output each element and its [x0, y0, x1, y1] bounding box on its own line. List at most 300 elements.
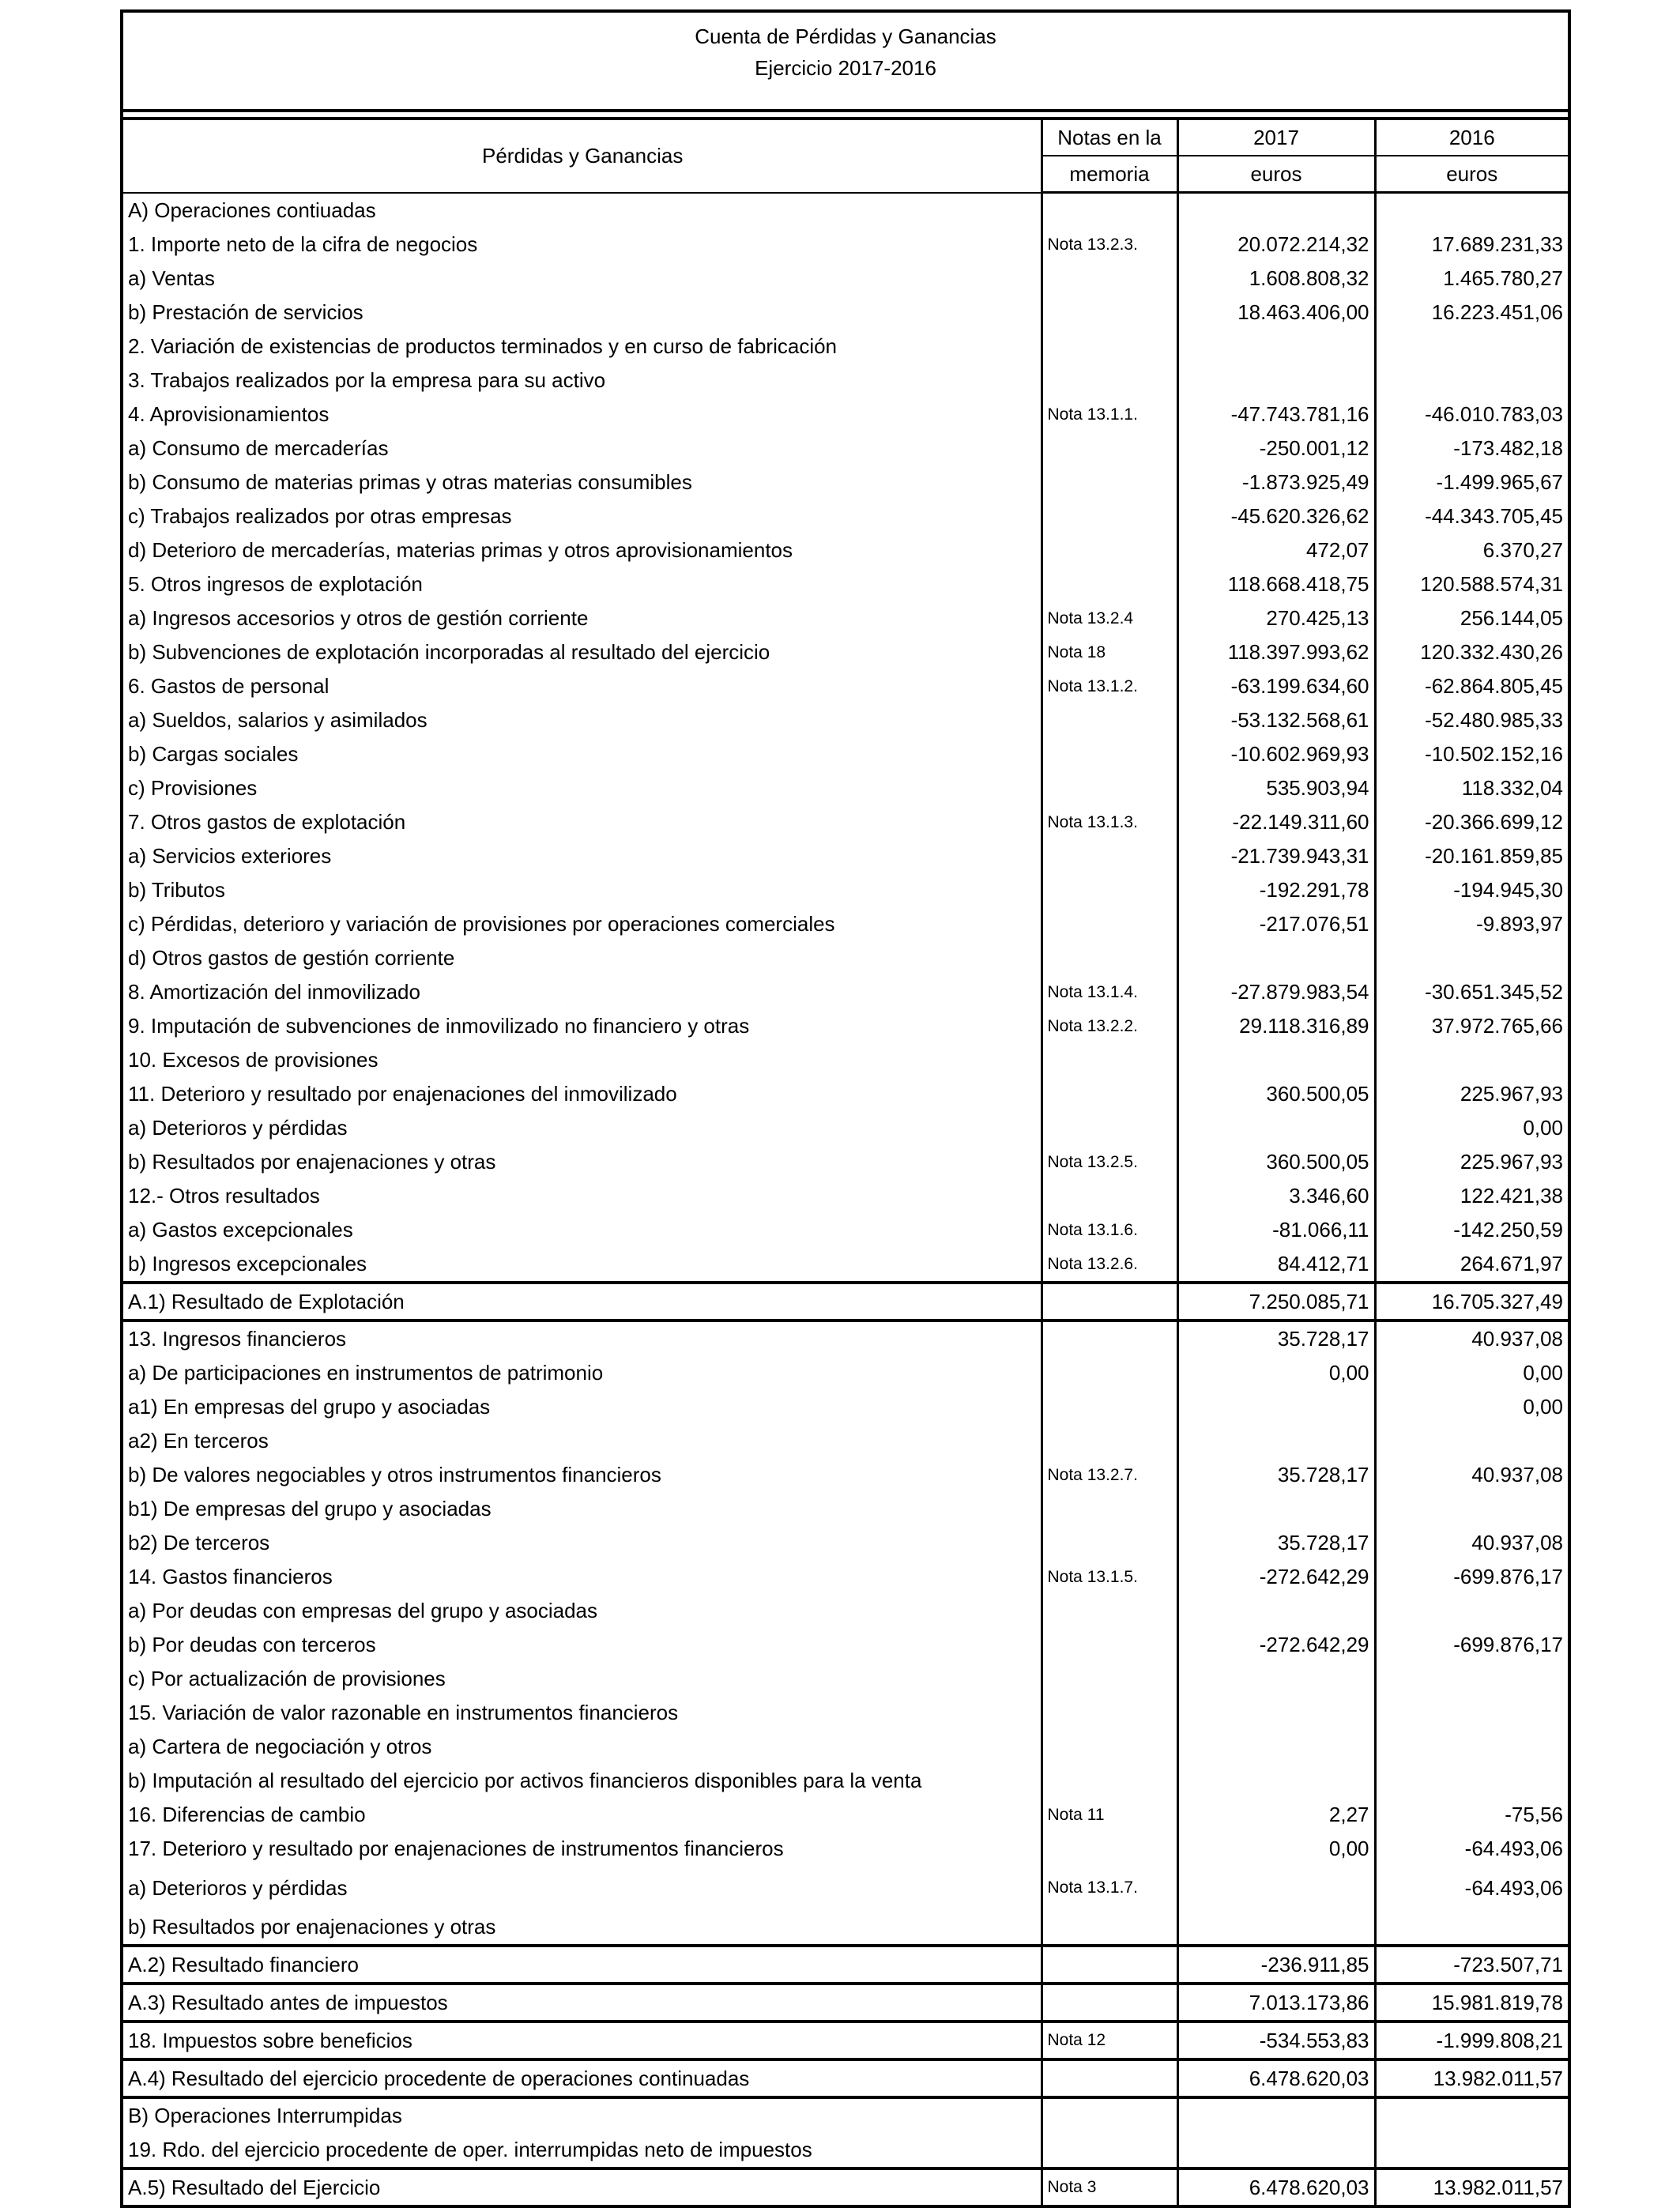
row-value-2016 [1375, 1594, 1568, 1628]
row-note [1042, 1424, 1177, 1458]
table-header [123, 120, 1568, 193]
row-value-2016: -194.945,30 [1453, 878, 1563, 902]
row-note [1042, 873, 1177, 907]
row-value-2017: -47.743.781,16 [1177, 398, 1375, 431]
row-label: b1) De empresas del grupo y asociadas [123, 1492, 1042, 1526]
row-note: Nota 13.2.3. [1042, 228, 1177, 262]
row-value-2017: -272.642,29 [1177, 1560, 1375, 1594]
table-row [123, 805, 1568, 839]
row-value-2016: 15.981.819,78 [1375, 1984, 1568, 2021]
row-value-2016: 13.982.011,57 [1375, 2168, 1568, 2205]
row-value-2016 [1375, 330, 1568, 364]
row-value-2016: 0,00 [1523, 1361, 1563, 1385]
row-label: b) Subvenciones de explotación incorporadas al resultado del ejercicio [123, 635, 1042, 669]
row-value-2016 [1375, 1492, 1568, 1526]
row-label: 7. Otros gastos de explotación [123, 805, 1042, 839]
row-label: a) Cartera de negociación y otros [123, 1730, 1042, 1764]
table-row [123, 737, 1568, 771]
row-note: Nota 13.1.5. [1042, 1560, 1177, 1594]
row-value-2017: -217.076,51 [1177, 907, 1375, 941]
row-label: a) Ventas [123, 262, 1042, 296]
row-value-2017: -45.620.326,62 [1177, 499, 1375, 533]
table-row [123, 398, 1568, 431]
unit-2016-header: euros [1375, 156, 1568, 193]
row-value-2017: 118.668.418,75 [1177, 567, 1375, 601]
row-label: b) Cargas sociales [123, 737, 1042, 771]
row-value-2016: -1.999.808,21 [1375, 2021, 1568, 2059]
table-row [123, 431, 1568, 465]
table-row [123, 1984, 1568, 2021]
table-row [123, 1730, 1568, 1764]
concept-header: Pérdidas y Ganancias [123, 120, 1042, 193]
table-row [123, 1077, 1568, 1111]
row-note [1042, 1356, 1177, 1390]
title-spacer [123, 112, 1568, 120]
row-note [1042, 296, 1177, 330]
title-block [123, 13, 1568, 112]
row-value-2017: 6.478.620,03 [1177, 2168, 1375, 2205]
row-note: Nota 13.2.7. [1042, 1458, 1177, 1492]
row-note [1042, 533, 1177, 567]
row-label: a) Gastos excepcionales [123, 1213, 1042, 1247]
table-row [123, 669, 1568, 703]
notes-header-top: Notas en la [1042, 120, 1177, 156]
row-value-2017: 29.118.316,89 [1177, 1009, 1375, 1043]
row-value-2016: -44.343.705,45 [1425, 504, 1563, 528]
row-value-2016 [1375, 1730, 1568, 1764]
row-value-2017: 7.013.173,86 [1177, 1984, 1375, 2021]
row-value-2017 [1177, 364, 1375, 398]
row-value-2017 [1177, 1866, 1375, 1910]
row-value-2016: 0,00 [1523, 1116, 1563, 1140]
row-value-2016: 120.588.574,31 [1420, 572, 1563, 596]
row-note: Nota 13.1.2. [1042, 669, 1177, 703]
row-value-2017: 0,00 [1177, 1832, 1375, 1866]
row-value-2017 [1177, 1696, 1375, 1730]
row-label: A.4) Resultado del ejercicio procedente de operaciones continuadas [123, 2059, 1042, 2097]
row-note [1042, 2133, 1177, 2168]
row-note [1042, 1764, 1177, 1798]
row-note [1042, 1179, 1177, 1213]
row-label: b) Ingresos excepcionales [123, 1247, 1042, 1283]
row-value-2016: 120.332.430,26 [1420, 640, 1563, 664]
row-label: 6. Gastos de personal [123, 669, 1042, 703]
table-row [123, 1594, 1568, 1628]
row-value-2016: -62.864.805,45 [1425, 674, 1563, 698]
row-label: 4. Aprovisionamientos [123, 398, 1042, 431]
row-value-2016: 13.982.011,57 [1375, 2059, 1568, 2097]
statement-table [123, 120, 1568, 2205]
row-note [1042, 1321, 1177, 1356]
row-label: 13. Ingresos financieros [123, 1321, 1042, 1356]
row-note [1042, 1283, 1177, 1321]
row-note [1042, 771, 1177, 805]
row-value-2016 [1375, 1662, 1568, 1696]
row-note: Nota 13.2.4 [1042, 601, 1177, 635]
row-value-2017 [1177, 941, 1375, 975]
row-value-2017: 20.072.214,32 [1177, 228, 1375, 262]
row-label: a) Deterioros y pérdidas [123, 1111, 1042, 1145]
row-value-2017: -272.642,29 [1177, 1628, 1375, 1662]
row-note [1042, 1984, 1177, 2021]
table-row [123, 1283, 1568, 1321]
row-value-2016: -173.482,18 [1453, 436, 1563, 460]
row-value-2016: 16.223.451,06 [1431, 300, 1563, 324]
row-value-2017: -1.873.925,49 [1177, 465, 1375, 499]
table-row [123, 1866, 1568, 1910]
row-value-2017: 0,00 [1177, 1356, 1375, 1390]
row-note: Nota 13.1.4. [1042, 975, 1177, 1009]
row-value-2017 [1177, 1764, 1375, 1798]
table-row [123, 1910, 1568, 1946]
row-value-2017: -22.149.311,60 [1177, 805, 1375, 839]
row-label: c) Pérdidas, deterioro y variación de provisiones por operaciones comerciales [123, 907, 1042, 941]
row-note: Nota 12 [1042, 2021, 1177, 2059]
row-note: Nota 13.2.2. [1042, 1009, 1177, 1043]
table-row [123, 1832, 1568, 1866]
row-label: a1) En empresas del grupo y asociadas [123, 1390, 1042, 1424]
row-label: A.2) Resultado financiero [123, 1946, 1042, 1984]
row-label: a) Servicios exteriores [123, 839, 1042, 873]
row-value-2017 [1177, 193, 1375, 228]
row-value-2017: 535.903,94 [1177, 771, 1375, 805]
profit-loss-statement [120, 9, 1571, 2208]
statement-title: Cuenta de Pérdidas y Ganancias [695, 24, 996, 48]
row-value-2016: -75,56 [1505, 1803, 1563, 1826]
row-label: 19. Rdo. del ejercicio procedente de oper. interrumpidas neto de impuestos [123, 2133, 1042, 2168]
row-label: a) Por deudas con empresas del grupo y asociadas [123, 1594, 1042, 1628]
row-label: A) Operaciones contiuadas [123, 193, 1042, 228]
statement-period: Ejercicio 2017-2016 [755, 56, 936, 80]
table-row [123, 1560, 1568, 1594]
row-value-2016 [1375, 1910, 1568, 1946]
row-label: a2) En terceros [123, 1424, 1042, 1458]
table-row [123, 1390, 1568, 1424]
row-value-2017: -192.291,78 [1177, 873, 1375, 907]
table-row [123, 2059, 1568, 2097]
row-note [1042, 1492, 1177, 1526]
table-row [123, 1247, 1568, 1283]
row-label: a) Deterioros y pérdidas [123, 1866, 1042, 1910]
table-body [123, 193, 1568, 2206]
table-row [123, 703, 1568, 737]
table-row [123, 1213, 1568, 1247]
table-row [123, 1111, 1568, 1145]
row-value-2017: 270.425,13 [1177, 601, 1375, 635]
row-label: 5. Otros ingresos de explotación [123, 567, 1042, 601]
row-value-2017: 360.500,05 [1177, 1145, 1375, 1179]
row-label: b) Por deudas con terceros [123, 1628, 1042, 1662]
table-row [123, 1946, 1568, 1984]
row-label: b) Imputación al resultado del ejercicio por activos financieros disponibles para la venta [123, 1764, 1042, 1798]
table-row [123, 2021, 1568, 2059]
row-note [1042, 567, 1177, 601]
row-note [1042, 364, 1177, 398]
row-value-2017: 35.728,17 [1177, 1526, 1375, 1560]
row-label: b) De valores negociables y otros instrumentos financieros [123, 1458, 1042, 1492]
row-value-2016 [1375, 193, 1568, 228]
row-note [1042, 941, 1177, 975]
row-label: 10. Excesos de provisiones [123, 1043, 1042, 1077]
row-value-2017: 35.728,17 [1177, 1321, 1375, 1356]
row-value-2016: 40.937,08 [1471, 1531, 1563, 1554]
row-value-2016: 122.421,38 [1460, 1184, 1563, 1208]
table-row [123, 1696, 1568, 1730]
row-value-2016 [1375, 1424, 1568, 1458]
row-value-2017: 84.412,71 [1177, 1247, 1375, 1283]
row-note [1042, 1628, 1177, 1662]
table-row [123, 228, 1568, 262]
table-row [123, 1526, 1568, 1560]
row-value-2017: -81.066,11 [1177, 1213, 1375, 1247]
table-row [123, 1009, 1568, 1043]
row-label: d) Deterioro de mercaderías, materias primas y otros aprovisionamientos [123, 533, 1042, 567]
row-value-2016: 0,00 [1523, 1395, 1563, 1419]
row-label: 2. Variación de existencias de productos terminados y en curso de fabricación [123, 330, 1042, 364]
table-row [123, 1458, 1568, 1492]
row-value-2017: 3.346,60 [1177, 1179, 1375, 1213]
row-note [1042, 1043, 1177, 1077]
table-row [123, 941, 1568, 975]
row-label: b) Resultados por enajenaciones y otras [123, 1145, 1042, 1179]
row-note: Nota 13.1.3. [1042, 805, 1177, 839]
row-label: 11. Deterioro y resultado por enajenaciones del inmovilizado [123, 1077, 1042, 1111]
row-value-2016: -10.502.152,16 [1425, 742, 1563, 766]
row-label: c) Por actualización de provisiones [123, 1662, 1042, 1696]
table-row [123, 1424, 1568, 1458]
row-label: 8. Amortización del inmovilizado [123, 975, 1042, 1009]
table-row [123, 839, 1568, 873]
row-value-2016: 40.937,08 [1471, 1463, 1563, 1486]
row-value-2017: -236.911,85 [1177, 1946, 1375, 1984]
table-row [123, 1321, 1568, 1356]
row-note [1042, 1390, 1177, 1424]
row-note [1042, 1526, 1177, 1560]
row-value-2016: -699.876,17 [1453, 1633, 1563, 1656]
table-row [123, 601, 1568, 635]
notes-header-bottom: memoria [1042, 156, 1177, 193]
row-value-2017 [1177, 330, 1375, 364]
table-row [123, 567, 1568, 601]
row-note [1042, 262, 1177, 296]
row-value-2017 [1177, 1730, 1375, 1764]
row-value-2016: -30.651.345,52 [1425, 980, 1563, 1004]
row-label: A.3) Resultado antes de impuestos [123, 1984, 1042, 2021]
row-note [1042, 1696, 1177, 1730]
year-2016-header: 2016 [1375, 120, 1568, 156]
row-note [1042, 1730, 1177, 1764]
row-note: Nota 3 [1042, 2168, 1177, 2205]
row-value-2017 [1177, 1424, 1375, 1458]
row-note: Nota 18 [1042, 635, 1177, 669]
row-value-2017: 18.463.406,00 [1177, 296, 1375, 330]
row-value-2016: 6.370,27 [1482, 538, 1563, 562]
year-2017-header: 2017 [1177, 120, 1375, 156]
row-label: c) Provisiones [123, 771, 1042, 805]
row-value-2016: -46.010.783,03 [1425, 402, 1563, 426]
table-row [123, 1764, 1568, 1798]
row-value-2017 [1177, 1390, 1375, 1424]
row-value-2017 [1177, 1594, 1375, 1628]
row-value-2016 [1375, 1764, 1568, 1798]
row-note [1042, 703, 1177, 737]
row-note: Nota 13.1.6. [1042, 1213, 1177, 1247]
row-note: Nota 13.1.7. [1042, 1866, 1177, 1910]
row-value-2016: -9.893,97 [1476, 912, 1563, 936]
row-note [1042, 499, 1177, 533]
row-value-2017: 6.478.620,03 [1177, 2059, 1375, 2097]
row-value-2017: -27.879.983,54 [1177, 975, 1375, 1009]
table-row [123, 1662, 1568, 1696]
row-value-2017: -534.553,83 [1177, 2021, 1375, 2059]
table-row [123, 1356, 1568, 1390]
row-note [1042, 2097, 1177, 2133]
table-row [123, 262, 1568, 296]
row-note [1042, 193, 1177, 228]
row-label: b) Prestación de servicios [123, 296, 1042, 330]
row-value-2016: 264.671,97 [1460, 1252, 1563, 1275]
row-note: Nota 13.1.1. [1042, 398, 1177, 431]
table-row [123, 1145, 1568, 1179]
row-value-2016 [1375, 1043, 1568, 1077]
row-note [1042, 2059, 1177, 2097]
row-value-2017: 472,07 [1177, 533, 1375, 567]
row-label: b) Resultados por enajenaciones y otras [123, 1910, 1042, 1946]
row-note [1042, 330, 1177, 364]
unit-2017-header: euros [1177, 156, 1375, 193]
row-label: c) Trabajos realizados por otras empresas [123, 499, 1042, 533]
table-row [123, 330, 1568, 364]
row-label: a) Ingresos accesorios y otros de gestión corriente [123, 601, 1042, 635]
row-label: 18. Impuestos sobre beneficios [123, 2021, 1042, 2059]
row-value-2017: 2,27 [1177, 1798, 1375, 1832]
row-value-2017 [1177, 1111, 1375, 1145]
row-value-2016: -64.493,06 [1464, 1837, 1563, 1860]
row-label: b2) De terceros [123, 1526, 1042, 1560]
table-row [123, 771, 1568, 805]
row-label: 14. Gastos financieros [123, 1560, 1042, 1594]
row-label: 9. Imputación de subvenciones de inmovilizado no financiero y otras [123, 1009, 1042, 1043]
row-value-2016: 16.705.327,49 [1375, 1283, 1568, 1321]
row-note [1042, 1111, 1177, 1145]
row-value-2017: -63.199.634,60 [1177, 669, 1375, 703]
row-value-2017: 1.608.808,32 [1177, 262, 1375, 296]
row-value-2017: -21.739.943,31 [1177, 839, 1375, 873]
row-label: a) Sueldos, salarios y asimilados [123, 703, 1042, 737]
table-row [123, 296, 1568, 330]
row-value-2016: 256.144,05 [1460, 606, 1563, 630]
row-label: 15. Variación de valor razonable en instrumentos financieros [123, 1696, 1042, 1730]
table-row [123, 2133, 1568, 2168]
row-value-2017: 118.397.993,62 [1177, 635, 1375, 669]
row-note [1042, 839, 1177, 873]
row-value-2017 [1177, 2133, 1375, 2168]
row-label: B) Operaciones Interrumpidas [123, 2097, 1042, 2133]
row-value-2017 [1177, 1910, 1375, 1946]
row-value-2016: -64.493,06 [1464, 1876, 1563, 1900]
row-note [1042, 737, 1177, 771]
table-row [123, 193, 1568, 228]
row-value-2017 [1177, 1662, 1375, 1696]
table-row [123, 975, 1568, 1009]
row-label: 3. Trabajos realizados por la empresa para su activo [123, 364, 1042, 398]
table-row [123, 635, 1568, 669]
row-note [1042, 1594, 1177, 1628]
row-value-2017: 7.250.085,71 [1177, 1283, 1375, 1321]
row-value-2016: 37.972.765,66 [1431, 1014, 1563, 1038]
table-row [123, 1043, 1568, 1077]
row-label: a) Consumo de mercaderías [123, 431, 1042, 465]
row-value-2017: -250.001,12 [1177, 431, 1375, 465]
row-value-2016: -142.250,59 [1453, 1218, 1563, 1242]
table-row [123, 1798, 1568, 1832]
row-value-2017 [1177, 2097, 1375, 2133]
row-label: 1. Importe neto de la cifra de negocios [123, 228, 1042, 262]
row-value-2016: 1.465.780,27 [1443, 266, 1563, 290]
table-row [123, 2097, 1568, 2133]
table-row [123, 1179, 1568, 1213]
row-note [1042, 1662, 1177, 1696]
row-note [1042, 431, 1177, 465]
row-label: b) Tributos [123, 873, 1042, 907]
row-note: Nota 13.2.6. [1042, 1247, 1177, 1283]
row-note [1042, 1946, 1177, 1984]
row-value-2016 [1375, 1696, 1568, 1730]
row-value-2016: -1.499.965,67 [1436, 470, 1563, 494]
row-value-2017: -53.132.568,61 [1177, 703, 1375, 737]
row-value-2016: 225.967,93 [1460, 1082, 1563, 1106]
table-row [123, 907, 1568, 941]
row-value-2017 [1177, 1043, 1375, 1077]
row-value-2016: 40.937,08 [1375, 1321, 1568, 1356]
row-label: 17. Deterioro y resultado por enajenaciones de instrumentos financieros [123, 1832, 1042, 1866]
row-note [1042, 465, 1177, 499]
row-label: A.5) Resultado del Ejercicio [123, 2168, 1042, 2205]
row-value-2016: -723.507,71 [1375, 1946, 1568, 1984]
row-label: 16. Diferencias de cambio [123, 1798, 1042, 1832]
row-label: a) De participaciones en instrumentos de patrimonio [123, 1356, 1042, 1390]
row-value-2016: 225.967,93 [1460, 1150, 1563, 1174]
row-label: b) Consumo de materias primas y otras materias consumibles [123, 465, 1042, 499]
row-value-2016: 17.689.231,33 [1431, 232, 1563, 256]
row-value-2016: -52.480.985,33 [1425, 708, 1563, 732]
row-value-2016 [1375, 2133, 1568, 2168]
row-note [1042, 907, 1177, 941]
row-value-2017: 35.728,17 [1177, 1458, 1375, 1492]
table-row [123, 2168, 1568, 2205]
row-note [1042, 1910, 1177, 1946]
row-note [1042, 1077, 1177, 1111]
table-row [123, 465, 1568, 499]
table-row [123, 533, 1568, 567]
row-value-2016 [1375, 941, 1568, 975]
row-note [1042, 1832, 1177, 1866]
table-row [123, 873, 1568, 907]
table-row [123, 1628, 1568, 1662]
table-row [123, 499, 1568, 533]
row-value-2016: -20.161.859,85 [1425, 844, 1563, 868]
table-row [123, 1492, 1568, 1526]
row-value-2017: -10.602.969,93 [1177, 737, 1375, 771]
row-value-2016: 118.332,04 [1461, 776, 1563, 800]
row-value-2016: -699.876,17 [1453, 1565, 1563, 1588]
row-note: Nota 11 [1042, 1798, 1177, 1832]
row-label: 12.- Otros resultados [123, 1179, 1042, 1213]
row-value-2016 [1375, 2097, 1568, 2133]
row-note: Nota 13.2.5. [1042, 1145, 1177, 1179]
row-value-2017: 360.500,05 [1177, 1077, 1375, 1111]
row-label: d) Otros gastos de gestión corriente [123, 941, 1042, 975]
